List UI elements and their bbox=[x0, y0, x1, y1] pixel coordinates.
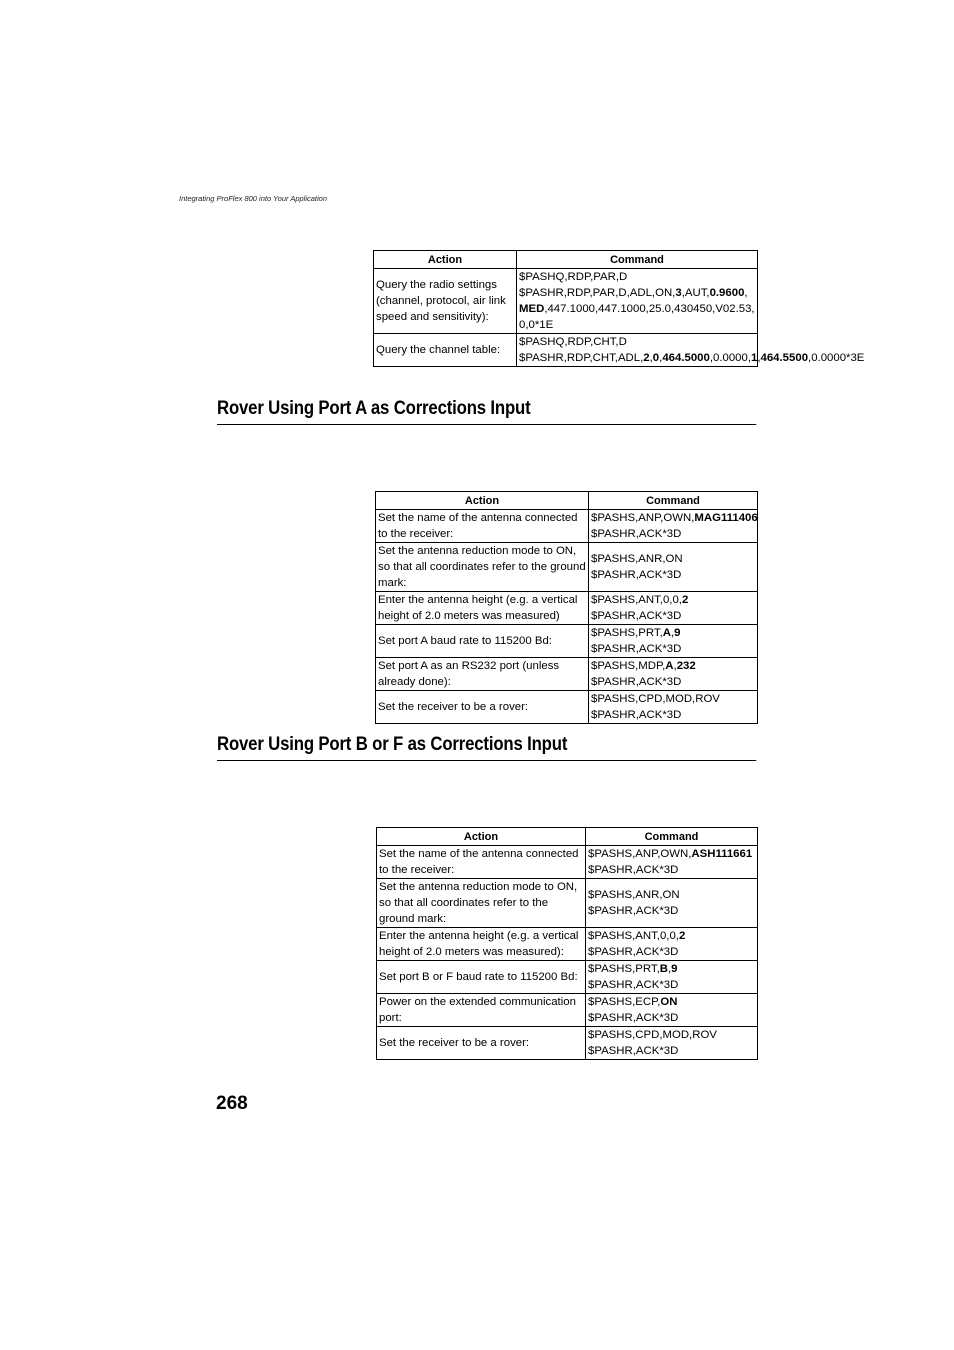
table-row bbox=[377, 846, 758, 879]
command-value-bold: 9 bbox=[674, 627, 681, 639]
command-text: , bbox=[673, 660, 677, 672]
command-value-bold: 2 bbox=[681, 594, 689, 606]
command-text: , bbox=[659, 352, 663, 364]
command-text: , bbox=[670, 627, 675, 639]
command-text: $PASHR,ACK*3D bbox=[588, 979, 679, 991]
action-cell: Set the name of the antenna connected to the receiver: bbox=[377, 846, 586, 879]
table-row bbox=[376, 592, 758, 625]
action-cell: Set the antenna reduction mode to ON, so that all coordinates refer to the ground mark: bbox=[377, 879, 586, 928]
action-cell: Set the antenna reduction mode to ON, so that all coordinates refer to the ground mark: bbox=[376, 543, 589, 592]
column-header-command: Command bbox=[589, 492, 758, 510]
command-text: $PASHR,ACK*3D bbox=[591, 709, 682, 721]
command-line bbox=[588, 977, 755, 993]
table-row bbox=[376, 510, 758, 543]
command-text: $PASHS,ANP,OWN, bbox=[591, 512, 695, 524]
command-value-bold: 0 bbox=[652, 352, 660, 364]
command-cell bbox=[589, 691, 758, 724]
command-line bbox=[519, 350, 865, 366]
command-text: $PASHR,ACK*3D bbox=[591, 528, 682, 540]
action-cell: Set port A as an RS232 port (unless already done): bbox=[376, 658, 589, 691]
command-text: $PASHS,ANR,ON bbox=[588, 889, 680, 901]
section-title-port-b-f: Rover Using Port B or F as Corrections Input bbox=[217, 733, 756, 761]
column-header-command: Command bbox=[586, 828, 758, 846]
command-value-bold: 0.9600 bbox=[709, 287, 745, 299]
action-cell: Set the receiver to be a rover: bbox=[376, 691, 589, 724]
radio-query-table bbox=[373, 250, 865, 367]
command-cell bbox=[586, 928, 758, 961]
command-text: $PASHR,ACK*3D bbox=[588, 864, 679, 876]
command-value-bold: ON bbox=[660, 996, 678, 1008]
command-text: , bbox=[757, 352, 761, 364]
command-text: $PASHR,RDP,CHT,ADL, bbox=[519, 352, 644, 364]
command-line bbox=[591, 567, 755, 583]
action-cell: Power on the extended communication port: bbox=[377, 994, 586, 1027]
command-cell bbox=[517, 334, 865, 367]
command-cell bbox=[586, 961, 758, 994]
command-line bbox=[591, 510, 758, 526]
command-text: $PASHR,ACK*3D bbox=[591, 610, 682, 622]
command-line bbox=[591, 625, 755, 641]
table-row bbox=[377, 961, 758, 994]
command-line bbox=[519, 269, 755, 285]
action-cell: Set port B or F baud rate to 115200 Bd: bbox=[377, 961, 586, 994]
command-line bbox=[588, 961, 755, 977]
command-text: $PASHR,ACK*3D bbox=[588, 946, 679, 958]
command-value-bold: MAG111406 bbox=[694, 512, 758, 524]
command-value-bold: 2 bbox=[678, 930, 686, 942]
command-line bbox=[588, 1027, 755, 1043]
command-value-bold: 232 bbox=[676, 660, 696, 672]
command-cell bbox=[589, 592, 758, 625]
command-text: $PASHS,PRT, bbox=[591, 627, 663, 639]
command-line bbox=[591, 551, 755, 567]
command-cell bbox=[589, 658, 758, 691]
table-row bbox=[376, 691, 758, 724]
column-header-action: Action bbox=[374, 251, 517, 269]
column-header-action: Action bbox=[376, 492, 589, 510]
command-text: $PASHS,ANR,ON bbox=[591, 553, 683, 565]
command-text: $PASHR,ACK*3D bbox=[588, 1045, 679, 1057]
command-value-bold: 9 bbox=[671, 963, 678, 975]
command-value-bold: MED bbox=[519, 303, 545, 315]
command-cell bbox=[586, 994, 758, 1027]
action-cell: Set port A baud rate to 115200 Bd: bbox=[376, 625, 589, 658]
command-line bbox=[588, 994, 755, 1010]
table-row bbox=[376, 543, 758, 592]
command-cell bbox=[589, 625, 758, 658]
command-cell bbox=[589, 510, 758, 543]
table-row bbox=[377, 1027, 758, 1060]
command-text: , bbox=[744, 287, 748, 299]
command-value-bold: ASH111661 bbox=[691, 848, 753, 860]
command-value-bold: 464.5000 bbox=[662, 352, 710, 364]
command-line bbox=[591, 641, 755, 657]
action-cell: Query the radio settings (channel, protocol, air link speed and sensitivity): bbox=[374, 269, 517, 334]
command-line bbox=[588, 903, 755, 919]
command-value-bold: 3 bbox=[675, 287, 682, 299]
command-cell bbox=[517, 269, 758, 334]
command-value-bold: A bbox=[662, 627, 671, 639]
table-row bbox=[377, 879, 758, 928]
section-title-port-a: Rover Using Port A as Corrections Input bbox=[217, 397, 756, 425]
action-cell: Set the name of the antenna connected to the receiver: bbox=[376, 510, 589, 543]
command-line bbox=[591, 674, 755, 690]
command-cell bbox=[586, 846, 758, 879]
command-text: $PASHS,CPD,MOD,ROV bbox=[588, 1029, 717, 1041]
command-cell bbox=[586, 879, 758, 928]
table-row bbox=[376, 658, 758, 691]
command-line bbox=[588, 1010, 755, 1026]
command-text: $PASHQ,RDP,CHT,D bbox=[519, 336, 627, 348]
action-cell: Enter the antenna height (e.g. a vertical height of 2.0 meters was measured) bbox=[376, 592, 589, 625]
command-text: ,0.0000, bbox=[709, 352, 751, 364]
table-row bbox=[377, 994, 758, 1027]
command-line bbox=[591, 707, 755, 723]
action-cell: Enter the antenna height (e.g. a vertical height of 2.0 meters was measured): bbox=[377, 928, 586, 961]
command-line bbox=[591, 526, 755, 542]
table-row bbox=[377, 928, 758, 961]
command-line bbox=[591, 592, 755, 608]
command-text: $PASHS,ANT,0,0, bbox=[588, 930, 679, 942]
table-row bbox=[374, 269, 758, 334]
command-line bbox=[588, 887, 755, 903]
port-a-rover-table bbox=[375, 491, 758, 724]
command-text: ,0.0000*3E bbox=[808, 352, 865, 364]
command-text: , bbox=[649, 352, 653, 364]
command-line bbox=[519, 334, 755, 350]
running-header: Integrating ProFlex 800 into Your Application bbox=[179, 194, 328, 203]
command-line bbox=[591, 658, 755, 674]
command-line bbox=[588, 862, 755, 878]
column-header-command: Command bbox=[517, 251, 758, 269]
command-text: $PASHR,ACK*3D bbox=[591, 676, 682, 688]
command-cell bbox=[586, 1027, 758, 1060]
command-text: $PASHS,ECP, bbox=[588, 996, 661, 1008]
command-text: $PASHS,ANP,OWN, bbox=[588, 848, 692, 860]
command-value-bold: B bbox=[659, 963, 668, 975]
command-text: $PASHR,ACK*3D bbox=[588, 905, 679, 917]
command-text: ,447.1000,447.1000,25.0,430450,V02.53,0,0*1E bbox=[519, 303, 755, 331]
command-value-bold: 2 bbox=[643, 352, 650, 364]
command-text: $PASHS,PRT, bbox=[588, 963, 660, 975]
command-text: $PASHS,ANT,0,0, bbox=[591, 594, 682, 606]
command-text: , bbox=[667, 963, 672, 975]
command-text: $PASHR,RDP,PAR,D,ADL,ON, bbox=[519, 287, 676, 299]
command-line bbox=[591, 691, 755, 707]
action-cell: Set the receiver to be a rover: bbox=[377, 1027, 586, 1060]
command-text: $PASHS,CPD,MOD,ROV bbox=[591, 693, 720, 705]
column-header-action: Action bbox=[377, 828, 586, 846]
action-cell: Query the channel table: bbox=[374, 334, 517, 367]
table-row bbox=[376, 625, 758, 658]
command-cell bbox=[589, 543, 758, 592]
command-text: $PASHR,ACK*3D bbox=[591, 569, 682, 581]
table-row bbox=[374, 334, 758, 367]
command-value-bold: 1 bbox=[751, 352, 758, 364]
command-line bbox=[591, 608, 755, 624]
command-text: ,AUT, bbox=[681, 287, 710, 299]
page-number: 268 bbox=[216, 1093, 248, 1114]
command-value-bold: 464.5500 bbox=[760, 352, 809, 364]
command-line bbox=[588, 928, 755, 944]
command-value-bold: A bbox=[665, 660, 674, 672]
command-line bbox=[588, 846, 755, 862]
port-b-f-rover-table bbox=[376, 827, 758, 1060]
command-text: $PASHR,ACK*3D bbox=[588, 1012, 679, 1024]
command-text: $PASHQ,RDP,PAR,D bbox=[519, 271, 628, 283]
command-text: $PASHR,ACK*3D bbox=[591, 643, 682, 655]
command-line bbox=[588, 944, 755, 960]
command-line bbox=[588, 1043, 755, 1059]
command-line bbox=[519, 285, 755, 333]
command-text: $PASHS,MDP, bbox=[591, 660, 666, 672]
